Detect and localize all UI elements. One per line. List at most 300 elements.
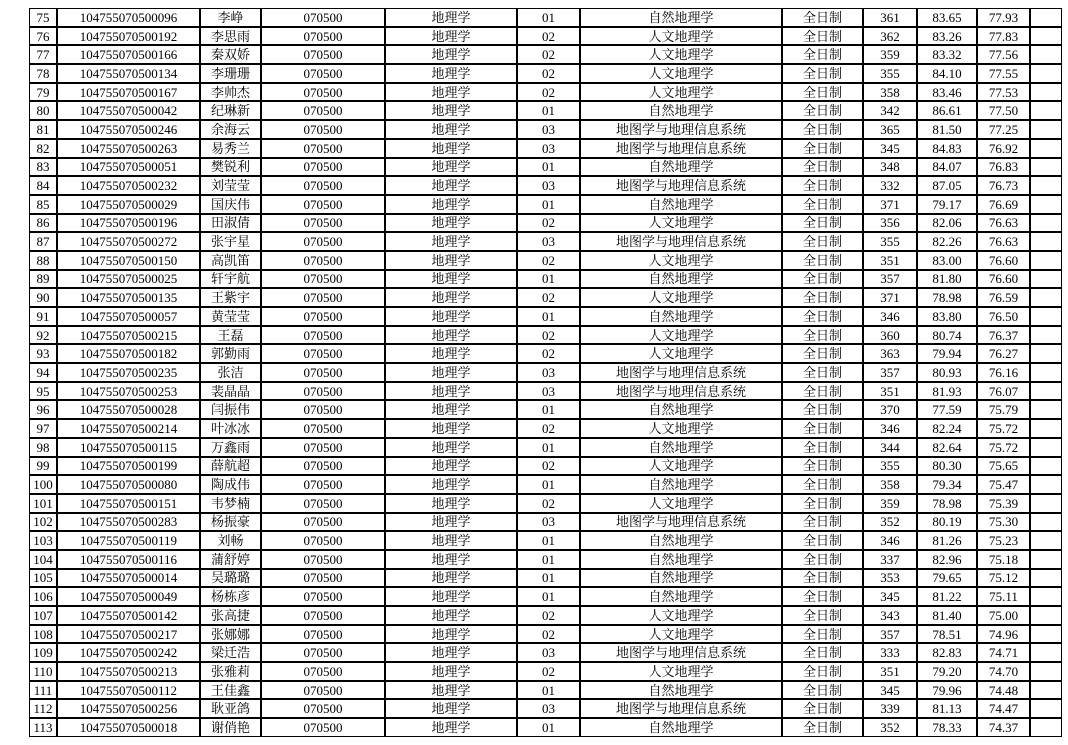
- table-cell-score_b: 80.19: [917, 513, 977, 532]
- table-row: [29, 8, 1062, 27]
- table-cell-major_code: 070500: [261, 438, 385, 457]
- table-cell-score_a: 360: [863, 326, 917, 345]
- table-cell-score_b: 83.26: [917, 27, 977, 46]
- table-cell-name: 李帅杰: [200, 83, 261, 102]
- table-cell-major_name: 地理学: [385, 326, 517, 345]
- table-cell-no: 76: [29, 27, 57, 46]
- table-cell-study_mode: 全日制: [782, 681, 863, 700]
- table-cell-id: 104755070500215: [57, 326, 200, 345]
- table-cell-major_name: 地理学: [385, 531, 517, 550]
- table-cell-major_code: 070500: [261, 718, 385, 737]
- score-table: [29, 8, 1062, 737]
- table-cell-id: 104755070500199: [57, 457, 200, 476]
- table-cell-direction_code: 02: [517, 45, 580, 64]
- table-cell-major_code: 070500: [261, 176, 385, 195]
- table-row: [29, 643, 1062, 662]
- table-cell-id: 104755070500080: [57, 475, 200, 494]
- table-cell-major_code: 070500: [261, 120, 385, 139]
- table-cell-major_code: 070500: [261, 101, 385, 120]
- table-cell-study_mode: 全日制: [782, 214, 863, 233]
- table-cell-blank: [1030, 382, 1062, 401]
- table-cell-direction_code: 02: [517, 662, 580, 681]
- table-cell-name: 张雅莉: [200, 662, 261, 681]
- table-cell-direction_name: 地图学与地理信息系统: [580, 139, 782, 158]
- table-cell-direction_name: 地图学与地理信息系统: [580, 699, 782, 718]
- table-cell-name: 刘莹莹: [200, 176, 261, 195]
- table-cell-score_a: 359: [863, 494, 917, 513]
- table-cell-score_c: 77.56: [977, 45, 1030, 64]
- table-cell-study_mode: 全日制: [782, 457, 863, 476]
- table-cell-score_b: 84.10: [917, 64, 977, 83]
- table-cell-score_b: 81.40: [917, 606, 977, 625]
- table-cell-blank: [1030, 8, 1062, 27]
- table-row: [29, 214, 1062, 233]
- table-cell-major_name: 地理学: [385, 457, 517, 476]
- table-cell-blank: [1030, 120, 1062, 139]
- table-cell-id: 104755070500029: [57, 195, 200, 214]
- table-cell-score_b: 79.34: [917, 475, 977, 494]
- table-cell-blank: [1030, 550, 1062, 569]
- table-cell-name: 轩宇航: [200, 270, 261, 289]
- table-cell-direction_code: 01: [517, 438, 580, 457]
- table-cell-score_c: 75.00: [977, 606, 1030, 625]
- table-cell-blank: [1030, 139, 1062, 158]
- table-cell-score_c: 75.65: [977, 457, 1030, 476]
- table-row: [29, 270, 1062, 289]
- table-cell-blank: [1030, 494, 1062, 513]
- table-cell-score_a: 358: [863, 475, 917, 494]
- table-cell-score_b: 81.50: [917, 120, 977, 139]
- table-cell-score_b: 82.26: [917, 232, 977, 251]
- table-cell-study_mode: 全日制: [782, 494, 863, 513]
- table-cell-direction_code: 02: [517, 494, 580, 513]
- table-cell-id: 104755070500112: [57, 681, 200, 700]
- table-row: [29, 606, 1062, 625]
- table-row: [29, 531, 1062, 550]
- table-cell-id: 104755070500116: [57, 550, 200, 569]
- table-cell-score_c: 76.92: [977, 139, 1030, 158]
- table-cell-score_b: 81.22: [917, 587, 977, 606]
- table-cell-direction_code: 01: [517, 307, 580, 326]
- table-cell-direction_name: 自然地理学: [580, 569, 782, 588]
- table-cell-major_name: 地理学: [385, 587, 517, 606]
- table-cell-score_a: 357: [863, 625, 917, 644]
- table-cell-direction_name: 自然地理学: [580, 195, 782, 214]
- table-cell-name: 陶成伟: [200, 475, 261, 494]
- table-row: [29, 176, 1062, 195]
- table-cell-score_b: 78.98: [917, 494, 977, 513]
- table-cell-score_a: 358: [863, 83, 917, 102]
- table-cell-major_code: 070500: [261, 195, 385, 214]
- table-cell-name: 国庆伟: [200, 195, 261, 214]
- table-cell-major_code: 070500: [261, 662, 385, 681]
- table-cell-score_a: 346: [863, 531, 917, 550]
- table-cell-score_c: 76.73: [977, 176, 1030, 195]
- table-cell-name: 梁迁浩: [200, 643, 261, 662]
- table-cell-major_name: 地理学: [385, 176, 517, 195]
- table-cell-id: 104755070500014: [57, 569, 200, 588]
- table-cell-score_b: 81.93: [917, 382, 977, 401]
- table-cell-direction_name: 人文地理学: [580, 45, 782, 64]
- table-cell-study_mode: 全日制: [782, 531, 863, 550]
- table-row: [29, 662, 1062, 681]
- table-cell-score_a: 355: [863, 64, 917, 83]
- table-cell-id: 104755070500272: [57, 232, 200, 251]
- table-cell-score_a: 351: [863, 251, 917, 270]
- table-cell-name: 张高捷: [200, 606, 261, 625]
- table-cell-score_c: 74.48: [977, 681, 1030, 700]
- table-cell-blank: [1030, 662, 1062, 681]
- table-cell-name: 蒲舒婷: [200, 550, 261, 569]
- table-cell-id: 104755070500217: [57, 625, 200, 644]
- table-row: [29, 569, 1062, 588]
- table-cell-major_name: 地理学: [385, 251, 517, 270]
- table-cell-direction_name: 自然地理学: [580, 587, 782, 606]
- table-cell-name: 叶冰冰: [200, 419, 261, 438]
- table-cell-score_c: 75.39: [977, 494, 1030, 513]
- score-table-body: [29, 8, 1062, 737]
- table-cell-direction_code: 01: [517, 550, 580, 569]
- table-cell-score_c: 74.70: [977, 662, 1030, 681]
- table-cell-score_b: 79.17: [917, 195, 977, 214]
- table-cell-direction_code: 02: [517, 288, 580, 307]
- table-cell-score_c: 75.72: [977, 438, 1030, 457]
- table-cell-major_code: 070500: [261, 45, 385, 64]
- table-cell-name: 郭勤雨: [200, 344, 261, 363]
- table-cell-score_b: 83.00: [917, 251, 977, 270]
- table-cell-major_name: 地理学: [385, 83, 517, 102]
- table-cell-score_b: 82.06: [917, 214, 977, 233]
- table-cell-study_mode: 全日制: [782, 8, 863, 27]
- table-cell-id: 104755070500096: [57, 8, 200, 27]
- table-cell-blank: [1030, 176, 1062, 195]
- table-cell-study_mode: 全日制: [782, 419, 863, 438]
- table-cell-study_mode: 全日制: [782, 550, 863, 569]
- table-cell-direction_code: 01: [517, 475, 580, 494]
- table-cell-score_b: 78.51: [917, 625, 977, 644]
- table-cell-no: 104: [29, 550, 57, 569]
- table-cell-direction_name: 人文地理学: [580, 494, 782, 513]
- table-cell-blank: [1030, 45, 1062, 64]
- table-cell-direction_code: 01: [517, 195, 580, 214]
- table-cell-major_name: 地理学: [385, 232, 517, 251]
- table-cell-id: 104755070500167: [57, 83, 200, 102]
- table-cell-major_name: 地理学: [385, 625, 517, 644]
- table-cell-score_c: 76.63: [977, 214, 1030, 233]
- table-cell-blank: [1030, 606, 1062, 625]
- table-cell-major_code: 070500: [261, 83, 385, 102]
- table-cell-blank: [1030, 625, 1062, 644]
- table-cell-id: 104755070500253: [57, 382, 200, 401]
- table-row: [29, 457, 1062, 476]
- table-cell-id: 104755070500049: [57, 587, 200, 606]
- table-cell-score_a: 370: [863, 400, 917, 419]
- table-cell-major_name: 地理学: [385, 382, 517, 401]
- table-cell-score_b: 81.26: [917, 531, 977, 550]
- table-cell-direction_code: 01: [517, 569, 580, 588]
- table-cell-score_c: 77.55: [977, 64, 1030, 83]
- table-cell-name: 张娜娜: [200, 625, 261, 644]
- table-cell-score_a: 353: [863, 569, 917, 588]
- table-row: [29, 363, 1062, 382]
- table-cell-score_b: 79.96: [917, 681, 977, 700]
- table-cell-no: 94: [29, 363, 57, 382]
- table-cell-no: 83: [29, 158, 57, 177]
- table-cell-major_name: 地理学: [385, 307, 517, 326]
- table-cell-direction_code: 02: [517, 64, 580, 83]
- table-cell-major_name: 地理学: [385, 344, 517, 363]
- table-cell-id: 104755070500235: [57, 363, 200, 382]
- table-cell-score_a: 333: [863, 643, 917, 662]
- table-cell-direction_code: 01: [517, 531, 580, 550]
- table-cell-score_a: 361: [863, 8, 917, 27]
- table-cell-study_mode: 全日制: [782, 587, 863, 606]
- table-cell-score_c: 74.71: [977, 643, 1030, 662]
- table-cell-study_mode: 全日制: [782, 662, 863, 681]
- table-cell-id: 104755070500135: [57, 288, 200, 307]
- table-cell-score_c: 77.53: [977, 83, 1030, 102]
- table-cell-study_mode: 全日制: [782, 101, 863, 120]
- table-cell-major_name: 地理学: [385, 8, 517, 27]
- table-cell-study_mode: 全日制: [782, 251, 863, 270]
- table-cell-major_code: 070500: [261, 550, 385, 569]
- table-cell-score_a: 357: [863, 363, 917, 382]
- table-cell-id: 104755070500018: [57, 718, 200, 737]
- table-cell-major_name: 地理学: [385, 139, 517, 158]
- table-cell-direction_name: 人文地理学: [580, 326, 782, 345]
- table-cell-direction_name: 自然地理学: [580, 531, 782, 550]
- table-cell-no: 110: [29, 662, 57, 681]
- table-cell-major_name: 地理学: [385, 195, 517, 214]
- table-row: [29, 45, 1062, 64]
- table-cell-blank: [1030, 344, 1062, 363]
- table-cell-blank: [1030, 64, 1062, 83]
- table-cell-direction_code: 02: [517, 27, 580, 46]
- table-row: [29, 550, 1062, 569]
- table-cell-study_mode: 全日制: [782, 139, 863, 158]
- table-cell-score_a: 355: [863, 232, 917, 251]
- table-cell-major_name: 地理学: [385, 681, 517, 700]
- table-cell-name: 吴璐璐: [200, 569, 261, 588]
- table-cell-name: 闫振伟: [200, 400, 261, 419]
- table-cell-score_a: 356: [863, 214, 917, 233]
- table-cell-blank: [1030, 101, 1062, 120]
- table-cell-no: 113: [29, 718, 57, 737]
- table-cell-name: 纪琳新: [200, 101, 261, 120]
- table-cell-major_name: 地理学: [385, 475, 517, 494]
- table-cell-name: 高凯笛: [200, 251, 261, 270]
- table-cell-study_mode: 全日制: [782, 513, 863, 532]
- table-cell-blank: [1030, 513, 1062, 532]
- table-cell-no: 90: [29, 288, 57, 307]
- table-cell-direction_name: 地图学与地理信息系统: [580, 643, 782, 662]
- table-cell-score_a: 345: [863, 139, 917, 158]
- table-cell-blank: [1030, 531, 1062, 550]
- table-cell-major_name: 地理学: [385, 662, 517, 681]
- table-cell-study_mode: 全日制: [782, 475, 863, 494]
- table-cell-major_code: 070500: [261, 139, 385, 158]
- table-cell-direction_code: 02: [517, 606, 580, 625]
- table-cell-major_name: 地理学: [385, 699, 517, 718]
- table-cell-study_mode: 全日制: [782, 232, 863, 251]
- table-cell-major_name: 地理学: [385, 606, 517, 625]
- table-cell-score_a: 346: [863, 307, 917, 326]
- table-cell-score_c: 75.12: [977, 569, 1030, 588]
- table-cell-score_b: 81.80: [917, 270, 977, 289]
- table-row: [29, 139, 1062, 158]
- table-cell-no: 88: [29, 251, 57, 270]
- table-cell-score_b: 79.94: [917, 344, 977, 363]
- table-cell-id: 104755070500166: [57, 45, 200, 64]
- table-cell-score_b: 82.96: [917, 550, 977, 569]
- table-cell-score_b: 82.24: [917, 419, 977, 438]
- table-cell-major_code: 070500: [261, 587, 385, 606]
- table-cell-blank: [1030, 307, 1062, 326]
- table-cell-direction_code: 01: [517, 400, 580, 419]
- table-cell-name: 张洁: [200, 363, 261, 382]
- table-cell-major_name: 地理学: [385, 363, 517, 382]
- table-cell-direction_name: 自然地理学: [580, 307, 782, 326]
- table-cell-score_a: 355: [863, 457, 917, 476]
- table-cell-score_c: 75.72: [977, 419, 1030, 438]
- table-cell-score_a: 342: [863, 101, 917, 120]
- table-cell-study_mode: 全日制: [782, 83, 863, 102]
- table-row: [29, 513, 1062, 532]
- table-cell-name: 韦梦楠: [200, 494, 261, 513]
- table-cell-no: 95: [29, 382, 57, 401]
- table-cell-study_mode: 全日制: [782, 382, 863, 401]
- table-cell-study_mode: 全日制: [782, 27, 863, 46]
- table-cell-no: 79: [29, 83, 57, 102]
- table-cell-direction_code: 03: [517, 363, 580, 382]
- table-cell-score_c: 76.63: [977, 232, 1030, 251]
- table-cell-major_code: 070500: [261, 494, 385, 513]
- table-cell-score_a: 363: [863, 344, 917, 363]
- table-cell-name: 易秀兰: [200, 139, 261, 158]
- table-cell-direction_name: 地图学与地理信息系统: [580, 513, 782, 532]
- table-cell-score_c: 75.23: [977, 531, 1030, 550]
- table-cell-name: 杨栋彦: [200, 587, 261, 606]
- table-cell-direction_name: 人文地理学: [580, 288, 782, 307]
- table-cell-no: 103: [29, 531, 57, 550]
- table-cell-no: 111: [29, 681, 57, 700]
- table-cell-name: 李珊珊: [200, 64, 261, 83]
- table-cell-blank: [1030, 27, 1062, 46]
- table-cell-no: 97: [29, 419, 57, 438]
- table-cell-name: 耿亚鸽: [200, 699, 261, 718]
- table-cell-id: 104755070500196: [57, 214, 200, 233]
- table-cell-name: 刘畅: [200, 531, 261, 550]
- table-cell-score_c: 76.27: [977, 344, 1030, 363]
- table-cell-study_mode: 全日制: [782, 326, 863, 345]
- table-cell-score_a: 371: [863, 288, 917, 307]
- table-cell-name: 万鑫雨: [200, 438, 261, 457]
- table-row: [29, 64, 1062, 83]
- table-cell-blank: [1030, 326, 1062, 345]
- table-cell-no: 112: [29, 699, 57, 718]
- table-cell-no: 101: [29, 494, 57, 513]
- table-cell-direction_name: 地图学与地理信息系统: [580, 382, 782, 401]
- table-cell-major_code: 070500: [261, 307, 385, 326]
- table-cell-study_mode: 全日制: [782, 158, 863, 177]
- table-cell-direction_name: 自然地理学: [580, 101, 782, 120]
- table-cell-id: 104755070500246: [57, 120, 200, 139]
- table-cell-major_code: 070500: [261, 158, 385, 177]
- table-cell-major_name: 地理学: [385, 45, 517, 64]
- table-cell-no: 78: [29, 64, 57, 83]
- table-cell-score_b: 80.74: [917, 326, 977, 345]
- table-cell-blank: [1030, 363, 1062, 382]
- table-cell-blank: [1030, 83, 1062, 102]
- table-cell-major_code: 070500: [261, 363, 385, 382]
- table-cell-blank: [1030, 457, 1062, 476]
- table-row: [29, 681, 1062, 700]
- table-cell-study_mode: 全日制: [782, 270, 863, 289]
- table-cell-study_mode: 全日制: [782, 400, 863, 419]
- table-cell-id: 104755070500025: [57, 270, 200, 289]
- table-cell-score_c: 76.37: [977, 326, 1030, 345]
- table-cell-major_code: 070500: [261, 569, 385, 588]
- table-cell-direction_name: 自然地理学: [580, 400, 782, 419]
- table-cell-direction_name: 人文地理学: [580, 419, 782, 438]
- table-cell-blank: [1030, 699, 1062, 718]
- table-cell-major_code: 070500: [261, 288, 385, 307]
- table-cell-study_mode: 全日制: [782, 195, 863, 214]
- table-cell-no: 92: [29, 326, 57, 345]
- table-cell-score_c: 77.50: [977, 101, 1030, 120]
- table-cell-direction_code: 03: [517, 232, 580, 251]
- table-cell-study_mode: 全日制: [782, 643, 863, 662]
- table-cell-name: 杨振豪: [200, 513, 261, 532]
- table-row: [29, 344, 1062, 363]
- table-cell-no: 106: [29, 587, 57, 606]
- table-cell-blank: [1030, 587, 1062, 606]
- table-cell-score_c: 74.37: [977, 718, 1030, 737]
- table-cell-id: 104755070500051: [57, 158, 200, 177]
- table-cell-score_a: 344: [863, 438, 917, 457]
- table-cell-blank: [1030, 288, 1062, 307]
- table-cell-direction_name: 人文地理学: [580, 457, 782, 476]
- table-cell-score_c: 76.60: [977, 251, 1030, 270]
- table-cell-score_c: 75.47: [977, 475, 1030, 494]
- table-cell-score_a: 371: [863, 195, 917, 214]
- table-cell-major_code: 070500: [261, 400, 385, 419]
- table-cell-score_b: 86.61: [917, 101, 977, 120]
- table-cell-blank: [1030, 270, 1062, 289]
- table-cell-major_code: 070500: [261, 326, 385, 345]
- table-cell-id: 104755070500192: [57, 27, 200, 46]
- table-cell-direction_code: 02: [517, 457, 580, 476]
- table-cell-no: 84: [29, 176, 57, 195]
- table-cell-direction_name: 人文地理学: [580, 27, 782, 46]
- table-cell-blank: [1030, 400, 1062, 419]
- table-cell-direction_name: 人文地理学: [580, 344, 782, 363]
- table-cell-direction_name: 人文地理学: [580, 251, 782, 270]
- table-cell-direction_name: 人文地理学: [580, 625, 782, 644]
- table-cell-direction_name: 人文地理学: [580, 64, 782, 83]
- table-cell-score_c: 75.18: [977, 550, 1030, 569]
- table-cell-name: 樊锐利: [200, 158, 261, 177]
- table-cell-blank: [1030, 251, 1062, 270]
- table-cell-score_b: 80.93: [917, 363, 977, 382]
- table-cell-major_name: 地理学: [385, 400, 517, 419]
- table-cell-name: 薛航超: [200, 457, 261, 476]
- table-cell-major_code: 070500: [261, 606, 385, 625]
- table-row: [29, 27, 1062, 46]
- table-cell-no: 77: [29, 45, 57, 64]
- table-cell-name: 张宇星: [200, 232, 261, 251]
- table-cell-direction_code: 01: [517, 681, 580, 700]
